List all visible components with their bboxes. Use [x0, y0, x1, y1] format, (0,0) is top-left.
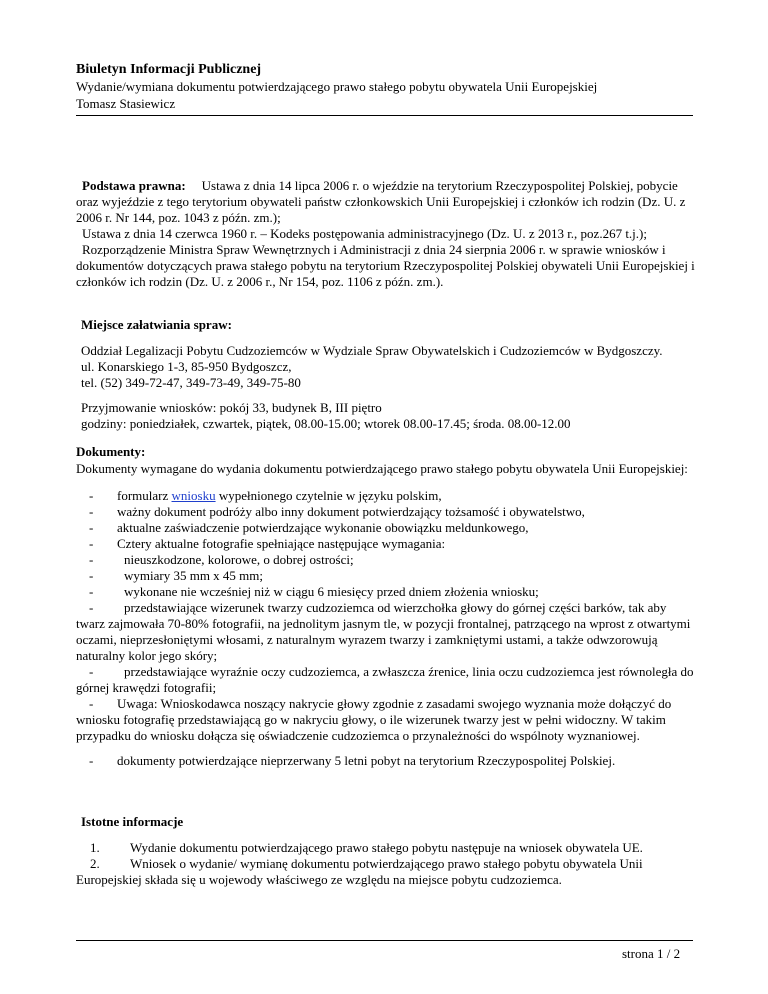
list-dash: -: [89, 536, 94, 551]
legal-basis-section: [76, 178, 696, 290]
list-number: 2.: [90, 856, 100, 871]
list-item-text: Uwaga: Wnioskodawca noszący nakrycie głowy zgodnie z zasadami swojego wyznania może dołączyć do wniosku fotografię przedstawiającą go w nakryciu głowy, o ile wizerunek twarzy jest w pełni widoczny. W takim przypadku do wniosku dołącza się oświadczenie cudzoziemca o przynależności do wspólnoty wyznaniowej.: [76, 696, 672, 743]
list-number: 1.: [90, 840, 100, 855]
list-item-text: wypełnionego czytelnie w języku polskim,: [215, 488, 442, 503]
legal-basis-item-2: Ustawa z dnia 14 czerwca 1960 r. – Kodeks postępowania administracyjnego (Dz. U. z 2013 r., poz.267 t.j.);: [82, 226, 647, 241]
office-hours-text: godziny: poniedziałek, czwartek, piątek, 08.00-15.00; wtorek 08.00-17.45; środa. 08.00-12.00: [81, 416, 571, 431]
list-item: [76, 536, 696, 552]
legal-basis-item-3: Rozporządzenie Ministra Spraw Wewnętrznych i Administracji z dnia 24 sierpnia 2006 r. w sprawie wniosków i dokumentów dotyczących prawa stałego pobytu na terytorium Rzeczypospolitej Polskiej obywateli Unii Europejskiej i członków ich rodzin (Dz. U. z 2006 r., Nr 154, poz. 1106 z późn. zm.).: [76, 242, 695, 289]
important-list: [76, 840, 701, 888]
document-author: Tomasz Stasiewicz: [76, 96, 176, 111]
list-item: [76, 664, 696, 696]
list-dash: -: [89, 584, 94, 599]
legal-basis-label: Podstawa prawna:: [82, 178, 186, 193]
documents-heading: Dokumenty:: [76, 444, 146, 459]
list-item: [76, 753, 696, 769]
list-item: [76, 568, 696, 584]
list-dash: -: [89, 504, 94, 519]
office-phone: tel. (52) 349-72-47, 349-73-49, 349-75-80: [81, 375, 301, 390]
important-heading: Istotne informacje: [81, 814, 184, 829]
header-divider: [76, 115, 693, 116]
list-item: [76, 600, 696, 664]
document-subtitle: Wydanie/wymiana dokumentu potwierdzającego prawo stałego pobytu obywatela Unii Europejskiej: [76, 79, 598, 94]
list-item-text: formularz: [117, 488, 172, 503]
list-item-text: przedstawiające wyraźnie oczy cudzoziemca, a zwłaszcza źrenice, linia oczu cudzoziemca jest równoległa do górnej krawędzi fotografii;: [76, 664, 694, 695]
list-dash: -: [89, 753, 94, 768]
list-item: [76, 696, 696, 744]
office-name: Oddział Legalizacji Pobytu Cudzoziemców w Wydziale Spraw Obywatelskich i Cudzoziemców w Bydgoszczy.: [81, 343, 663, 358]
list-item-text: nieuszkodzone, kolorowe, o dobrej ostrości;: [124, 552, 354, 567]
list-item-text: przedstawiające wizerunek twarzy cudzoziemca od wierzchołka głowy do górnej części barków, tak aby twarz zajmowała 70-80% fotografii, na jednolitym jasnym tle, w pozycji frontalnej, patrzącego na wprost z otwartymi oczami, nieprzesłoniętymi włosami, z naturalnym wyrazem twarzy i zamkniętymi ustami, a także odwzorowują naturalny kolor jego skóry;: [76, 600, 691, 663]
place-address: [81, 343, 691, 391]
list-item: [76, 520, 696, 536]
list-item-text: dokumenty potwierdzające nieprzerwany 5 letni pobyt na terytorium Rzeczypospolitej Polskiej.: [117, 753, 616, 768]
document-title: Biuletyn Informacji Publicznej: [76, 62, 262, 77]
list-item-text: ważny dokument podróży albo inny dokument potwierdzający tożsamość i obywatelstwo,: [117, 504, 585, 519]
list-item: [76, 856, 701, 888]
office-hours: [81, 400, 691, 432]
documents-intro: Dokumenty wymagane do wydania dokumentu potwierdzającego prawo stałego pobytu obywatela Unii Europejskiej:: [76, 461, 688, 476]
list-item: [76, 840, 701, 856]
documents-extra-item: [76, 753, 696, 769]
place-heading: Miejsce załatwiania spraw:: [81, 317, 232, 332]
documents-list: [76, 488, 696, 744]
list-item: [76, 552, 696, 568]
legal-basis-item-1: Ustawa z dnia 14 lipca 2006 r. o wjeździe na terytorium Rzeczypospolitej Polskiej, pobycie oraz wyjeździe z tego terytorium obywateli państw członkowskich Unii Europejskiej i członków ich rodzin (Dz. U. z 2006 r. Nr 144, poz. 1043 z późn. zm.);: [76, 178, 686, 225]
list-item-text: wymiary 35 mm x 45 mm;: [124, 568, 264, 583]
list-dash: -: [89, 696, 94, 711]
office-room: Przyjmowanie wniosków: pokój 33, budynek B, III piętro: [81, 400, 382, 415]
list-dash: -: [89, 568, 94, 583]
application-form-link[interactable]: wniosku: [171, 488, 216, 503]
list-item-text: aktualne zaświadczenie potwierdzające wykonanie obowiązku meldunkowego,: [117, 520, 529, 535]
list-dash: -: [89, 520, 94, 535]
list-item: [76, 488, 696, 504]
list-item: [76, 504, 696, 520]
list-item: [76, 584, 696, 600]
list-item-text: Cztery aktualne fotografie spełniające następujące wymagania:: [117, 536, 446, 551]
page-number: strona 1 / 2: [622, 946, 681, 961]
list-item-text: wykonane nie wcześniej niż w ciągu 6 miesięcy przed dniem złożenia wniosku;: [124, 584, 539, 599]
footer-divider: [76, 940, 693, 941]
list-dash: -: [89, 664, 94, 679]
list-dash: -: [89, 552, 94, 567]
office-street: ul. Konarskiego 1-3, 85-950 Bydgoszcz,: [81, 359, 292, 374]
list-dash: -: [89, 488, 94, 503]
list-item-text: Wydanie dokumentu potwierdzającego prawo stałego pobytu następuje na wniosek obywatela UE.: [130, 840, 643, 855]
list-dash: -: [89, 600, 94, 615]
list-item-text: Wniosek o wydanie/ wymianę dokumentu potwierdzającego prawo stałego pobytu obywatela Unii Europejskiej składa się u wojewody właściwego ze względu na miejsce pobytu cudzoziemca.: [76, 856, 643, 887]
